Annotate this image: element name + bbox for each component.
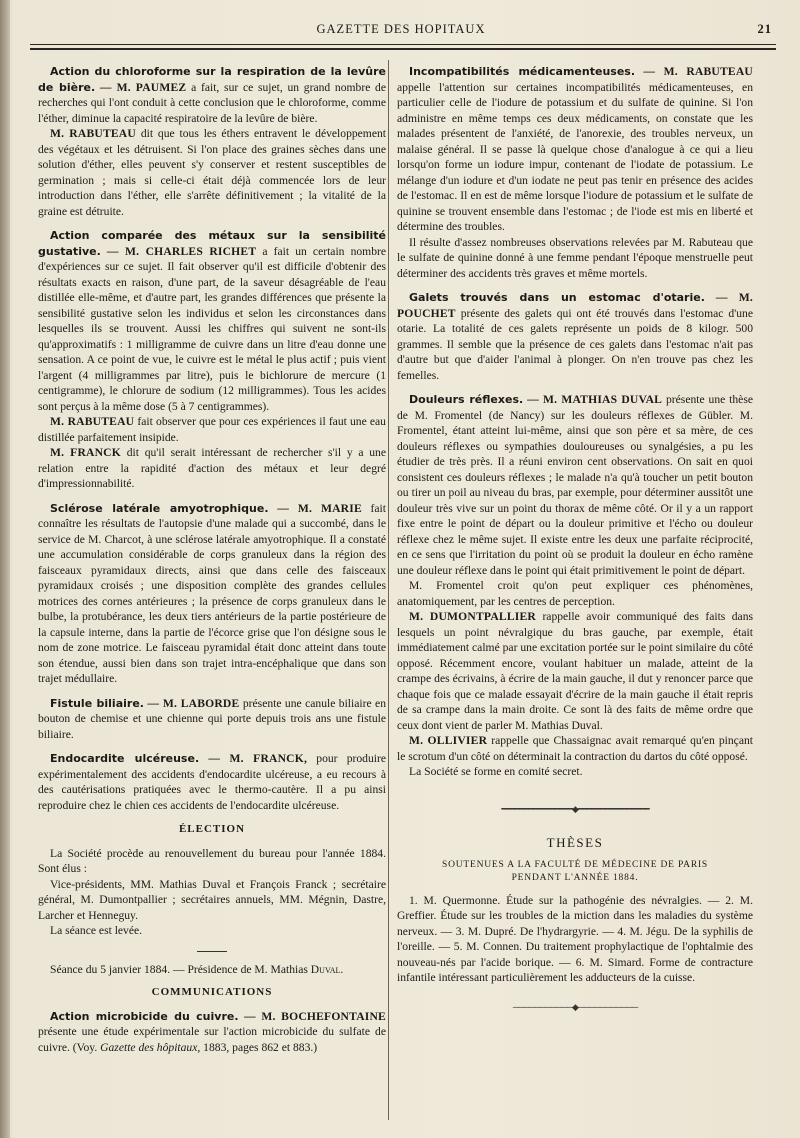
- article-heading: Douleurs réflexes.: [409, 393, 524, 406]
- ornament-divider-end: ───────────◆───────────: [512, 1001, 638, 1012]
- article-heading: Endocardite ulcéreuse.: [50, 752, 200, 765]
- article-text: dit qu'il serait intéressant de rechercher s'il y a une relation entre la rapidité d'action des métaux et leur degré d'impressionnabilité.: [38, 446, 386, 490]
- page-number: 21: [757, 22, 772, 36]
- article-author: — M. BOCHEFONTAINE: [243, 1009, 386, 1023]
- article-galets: [397, 290, 753, 383]
- header-rule-thick: [30, 48, 776, 50]
- article-sclerose: [38, 501, 386, 687]
- article-text: appelle l'attention sur certaines incompatibilités médicamenteuses, en particulier celle de l'iodure de potassium et du sulfate de quinine. Si l'on administre en même temps ces deux médicaments, on constate que les malades présentent de l'anxiété, de l'anorexie, des troubles nerveux, un malaise général. Il se passe là quelque chose d'analogue à ce qui a lieu lorsqu'on forme un iodure impur, contenant de l'iodate de potassium. Le mélange d'un iodure et d'un iodate ne peut pas tenir en présence des acides de l'estomac. Il en est de même lorsque l'iodure de potassium et le sulfate de quinine se trouvent ensemble dans l'estomac ; de l'iode est mis en liberté et détermine des troubles.: [397, 80, 753, 233]
- article-author: — M. LABORDE: [147, 696, 240, 710]
- election-paragraph: Vice-présidents, MM. Mathias Duval et François Franck ; secrétaire général, M. Dumontpallier ; secrétaires annuels, MM. Mégnin, Dastre, Larcher et Henneguy.: [38, 877, 386, 922]
- article-heading: Sclérose latérale amyotrophique.: [50, 501, 269, 515]
- seance-president: Duval.: [310, 962, 344, 976]
- article-text: présente une canule biliaire en bouton de chemise et une chienne qui porte depuis trois ans une fistule biliaire.: [38, 696, 386, 741]
- article-incompatibilites: [397, 64, 753, 281]
- article-text: rappelle que Chassaignac avait remarqué qu'en pinçant le scrotum d'un côté on déterminait la contraction du dartos du côté opposé.: [397, 734, 753, 763]
- article-heading: Galets trouvés dans un estomac d'otarie.: [409, 291, 705, 304]
- article-douleurs: [397, 392, 753, 780]
- reference-pages: 1883, pages 862 et 883.): [200, 1040, 318, 1054]
- article-heading: Action microbicide du cuivre.: [50, 1009, 239, 1023]
- article-text: présente des galets qui ont été trouvés dans l'estomac d'une otarie. La totalité de ces galets représente un poids de 8 kilogr. 500 grammes. Il semble que la présence de ces galets dans l'estomac n'ait pas d'autre but que d'aider l'animal à plonger. On n'en trouve pas chez les femelles.: [397, 306, 753, 382]
- theses-title: THÈSES: [546, 835, 604, 850]
- article-author: — M. MARIE: [277, 501, 362, 515]
- article-metaux: [38, 228, 386, 492]
- column-divider: [388, 60, 389, 1120]
- article-heading: Action comparée des métaux sur la sensibilité gustative.: [38, 229, 386, 258]
- section-title-election: ÉLECTION: [178, 823, 246, 835]
- article-author: — M. POUCHET: [397, 291, 753, 320]
- article-text: pour produire expérimentalement des accidents d'endocardite ulcéreuse, a eu recours à des cautérisations pratiquées avec le thermo-cautère. Il a pu ainsi reproduire chez le chien ces accidents de l'endocardite ulcéreuse.: [38, 752, 386, 812]
- article-text: rappelle avoir communiqué des faits dans lesquels un point névralgique du bras gauche, par exemple, était immédiatement calmé par une excitation portée sur le point similaire du côté opposé. Récemment encore, voulant habituer un malade, atteint de la crampe des écrivains, à écrire de la main gauche, il dut y renoncer parce que chaque fois que ce malade essayait d'écrire de la main gauche il était repris de sa crampe dans la main droite. Ce sont là des faits de même ordre que ceux dont vient de parler M. Mathias Duval.: [397, 610, 753, 732]
- article-author: M. DUMONTPALLIER: [409, 610, 536, 623]
- article-heading: Incompatibilités médicamenteuses.: [409, 65, 636, 78]
- article-text: fait connaître les résultats de l'autopsie d'une malade qui a succombé, dans le service de M. Charcot, à une sclérose latérale amyotrophique. Il a constaté une accumulation considérable de corps granuleux dans la région des faisceaux pyramidaux directs, ainsi que dans celle des faisceaux pyramidaux croisés ; une disposition complète des grandes cellules motrices des cornes antérieures ; la présence de corps granuleux dans le bulbe, la protubérance, les deux tiers antérieurs de la partie postérieure de la capsule interne, dans la partie de l'écorce grise que l'on désigne sous le nom de zone motrice. Le faisceau pyramidal était donc atteint dans toute son étendue, aussi bien dans son trajet intra-encéphalique que dans son trajet médullaire.: [38, 501, 386, 685]
- seance-text: Séance du 5 janvier 1884. — Présidence de M. Mathias: [50, 962, 311, 976]
- article-text: a fait un certain nombre d'expériences sur ce sujet. Il fait observer qu'il est difficile d'obtenir des résultats exacts en raison, d'une part, de la saveur désagréable de l'eau distillée elle-même, et d'autre part, les grandes différences que présente la sensibilité gustative selon les individus et selon les circonstances dans lesquelles ils se trouvent. Aussi les chiffres qui suivent ne sont-ils qu'approximatifs : 1 milligramme de cuivre dans un litre d'eau donne une sensation. A ce point de vue, le cuivre est le métal le plus actif ; puis vient l'argent (4 milligrammes par litre), puis le bichlorure de mercure (1 centigramme), le chlorure de sodium (12 milligrammes). Tous les acides sont perçus à la même dose (5 à 7 centigrammes).: [38, 244, 386, 413]
- article-author: M. FRANCK: [50, 446, 121, 459]
- article-text: fait observer que pour ces expériences il faut une eau distillée parfaitement insipide.: [38, 415, 386, 444]
- election-paragraph: La Société procède au renouvellement du bureau pour l'année 1884. Sont élus :: [38, 846, 386, 875]
- article-chloroforme: [38, 64, 386, 219]
- section-separator: [197, 951, 227, 952]
- seance-line: [38, 962, 386, 978]
- article-text: présente une étude expérimentale sur l'action microbicide du sulfate de cuivre. (Voy.: [38, 1025, 386, 1054]
- election-paragraph: La séance est levée.: [50, 924, 143, 937]
- article-author: M. RABUTEAU: [50, 127, 136, 140]
- article-endocardite: [38, 751, 386, 813]
- section-title-communications: COMMUNICATIONS: [151, 986, 273, 998]
- article-author: — M. FRANCK,: [208, 752, 308, 765]
- theses-list: 1. M. Quermonne. Étude sur la pathogénie des névralgies. — 2. M. Greffier. Étude sur les troubles de la miction dans les maladies du système nerveux. — 3. M. Dupré. De l'hydrargyrie. — 4. M. Jégu. De la syphilis de l'oreille. — 5. M. Connen. Du traitement prophylactique de l'ophtalmie des nouveau-nés par l'acide borique. — 6. M. Simard. Forme de contracture infantile intéressant particulièrement les adducteurs de la cuisse.: [397, 893, 753, 984]
- left-column: [38, 64, 386, 1055]
- article-text: La Société se forme en comité secret.: [409, 765, 583, 778]
- article-author: — M. CHARLES RICHET: [106, 244, 257, 258]
- article-microbicide: [38, 1009, 386, 1056]
- running-head: [30, 20, 772, 40]
- right-column: [397, 64, 753, 1027]
- article-author: — M. MATHIAS DUVAL: [527, 393, 663, 406]
- ornament-divider: ━━━━━━━━━━━━━━━━◆━━━━━━━━━━━━━━━━: [501, 803, 649, 814]
- header-rule: [30, 44, 776, 45]
- page-spine: [0, 0, 10, 1138]
- theses-subtitle-line: PENDANT L'ANNÉE 1884.: [511, 872, 639, 883]
- journal-title: GAZETTE DES HOPITAUX: [316, 22, 486, 36]
- article-text: a fait, sur ce sujet, un grand nombre de recherches qui l'ont conduit à cette conclusion que le chloroforme, comme l'éther, diminue la capacité respiratoire de la levûre de bière.: [38, 80, 387, 125]
- reference-journal: Gazette des hôpitaux,: [100, 1040, 201, 1054]
- article-heading: Action du chloroforme sur la respiration de la levûre de bière.: [38, 65, 386, 94]
- theses-subtitle-line: SOUTENUES A LA FACULTÉ DE MÉDECINE DE PARIS: [441, 859, 709, 870]
- article-text: présente une thèse de M. Fromentel (de Nancy) sur les douleurs réflexes de Gübler. M. Fromentel, étant atteint lui-même, ainsi que son père et sa mère, de ces douleurs réflexes ou sympathies douloureuses ou synalgésies, a pu les étudier de très près. Il a réuni environ cent observations. On sait en quoi consistent ces douleurs réflexes ; le malade n'a qu'à toucher un petit bouton ou tirer un poil au niveau du bras, par exemple, pour déterminer aussitôt une douleur très vive sur un point du thorax de même côté. Or il y a un rapport fixe entre le point de départ ou la douleur primitive et l'écho ou douleur réflexe chez le même sujet. Il existe entre les deux une parfaite réciprocité, en ce sens que l'irritation du point où se produit la douleur en écho ramène une douleur réflexe dans le point qui était primitivement le point de départ.: [397, 393, 753, 577]
- article-author: M. OLLIVIER: [409, 734, 488, 747]
- article-text: dit que tous les éthers entravent le développement des végétaux et les détruisent. Si l'on place des graines sèches dans une solution d'éther, elles peuvent s'y conserver et restent susceptibles de germination ; mais si celle-ci était déjà commencée lors de leur introduction dans l'éther, elle s'arrête définitivement ; la vitalité de la graine est détruite.: [38, 127, 386, 218]
- article-text: Il résulte d'assez nombreuses observations relevées par M. Rabuteau que le sulfate de quinine donné à une femme pendant l'époque menstruelle peut déterminer des accidents très graves et même mortels.: [397, 235, 753, 280]
- article-author: — M. PAUMEZ: [99, 80, 187, 94]
- theses-subtitle: [397, 859, 753, 885]
- article-author: M. RABUTEAU: [50, 415, 135, 428]
- article-fistule: [38, 696, 386, 743]
- article-text: M. Fromentel croit qu'on peut expliquer ces phénomènes, anatomiquement, par les centres de perception.: [397, 579, 753, 608]
- article-author: — M. RABUTEAU: [643, 65, 753, 78]
- article-heading: Fistule biliaire.: [50, 696, 144, 710]
